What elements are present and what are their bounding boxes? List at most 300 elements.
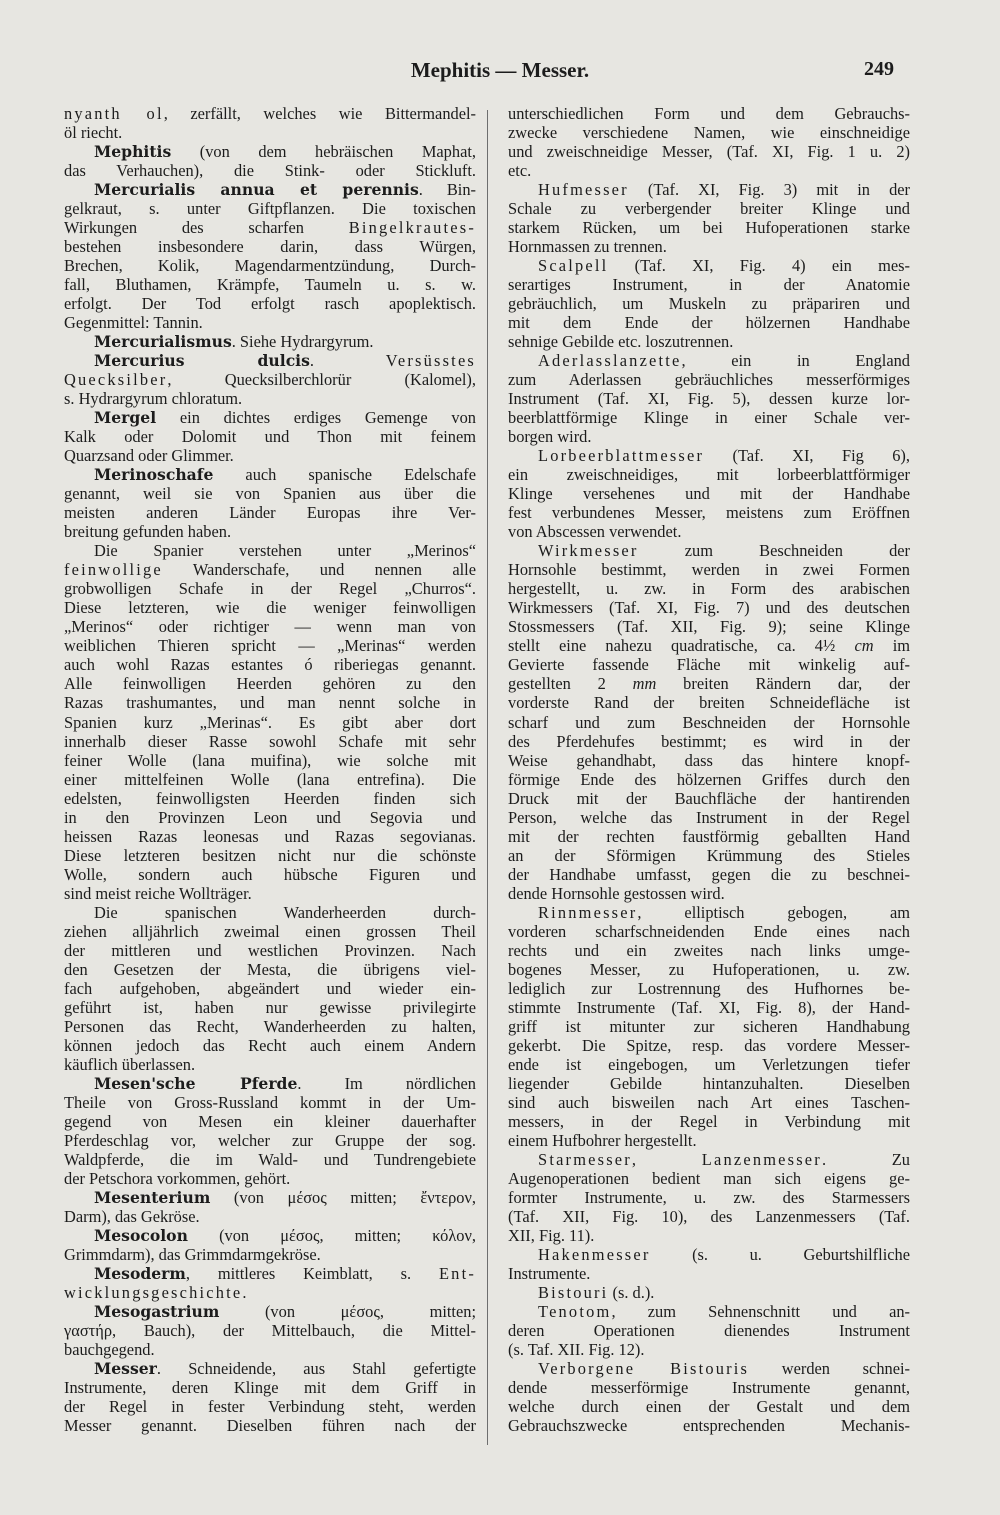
- spaced-term: Rinnmesser: [538, 902, 638, 922]
- text-line: [64, 180, 476, 199]
- text-run: , zum Sehnenschnitt und an-: [611, 1301, 910, 1321]
- spaced-term: Tenotom: [538, 1301, 612, 1321]
- text-line: [508, 484, 910, 503]
- spaced-term: Hufmesser: [538, 180, 629, 200]
- entry-headword: Mephitis: [94, 142, 172, 162]
- text-line: [508, 941, 910, 960]
- entry-headword: Mercurius dulcis: [94, 351, 310, 371]
- text-run: käuflich überlassen.: [64, 1054, 196, 1074]
- text-run: erfolgt. Der Tod erfolgt rasch apoplektisch.: [64, 294, 476, 314]
- text-line: [64, 998, 476, 1017]
- text-run: feiner Wolle (lana muifina), wie solche mit: [64, 750, 476, 770]
- entry-headword: Mesocolon: [94, 1225, 188, 1245]
- text-run: , elliptisch gebogen, am: [637, 902, 910, 922]
- text-line: [64, 142, 476, 161]
- text-line: [508, 275, 910, 294]
- spaced-term: Lanzenmesser: [701, 1149, 822, 1169]
- text-run: sehnige Gebilde etc. loszutrennen.: [508, 332, 734, 352]
- text-line: [508, 142, 910, 161]
- text-line: [64, 617, 476, 636]
- text-line: [64, 560, 476, 579]
- text-run: mit der rechten faustförmig geballten Hand: [508, 826, 910, 846]
- text-run: Person, welche das Instrument in der Regel: [508, 807, 910, 827]
- text-run: ein dichtes erdiges Gemenge von: [156, 408, 476, 428]
- text-line: [64, 1283, 476, 1302]
- spaced-term: wicklungsgeschichte: [64, 1282, 243, 1302]
- text-run: heissen Razas leonesas und Razas segovianas.: [64, 826, 476, 846]
- text-line: [508, 1416, 910, 1435]
- text-line: [64, 1036, 476, 1055]
- text-line: [64, 389, 476, 408]
- text-line: [508, 1226, 910, 1245]
- text-run: gekerbt. Die Spitze, resp. das vordere Messer-: [508, 1035, 910, 1055]
- text-line: [64, 522, 476, 541]
- text-line: [508, 503, 910, 522]
- text-run: Darm), das Gekröse.: [64, 1206, 200, 1226]
- entry-headword: Mesenterium: [94, 1187, 211, 1207]
- text-line: [508, 1321, 910, 1340]
- text-run: gestellten 2: [508, 674, 633, 694]
- text-run: können jedoch das Recht auch einem Andern: [64, 1035, 476, 1055]
- text-line: [508, 1245, 910, 1264]
- entry-headword: Mesogastrium: [94, 1301, 220, 1321]
- page-number: 249: [864, 58, 894, 80]
- text-line: [64, 1245, 476, 1264]
- text-line: [508, 922, 910, 941]
- text-run: stimmte Instrumente (Taf. XI, Fig. 8), der Hand-: [508, 997, 910, 1017]
- text-line: [508, 1055, 910, 1074]
- text-line: [64, 1359, 476, 1378]
- text-line: [64, 1017, 476, 1036]
- unit-text: cm: [854, 636, 874, 656]
- text-run: öl riecht.: [64, 123, 123, 143]
- text-line: [64, 941, 476, 960]
- spaced-term: Verborgene Bistouris: [538, 1359, 750, 1379]
- text-line: [508, 104, 910, 123]
- text-line: [508, 1074, 910, 1093]
- text-line: [64, 960, 476, 979]
- text-run: auch wohl Razas estantes ó riberiegas genannt.: [64, 655, 476, 675]
- spaced-term: Ent-: [438, 1263, 476, 1283]
- spaced-term: Aderlasslanzette: [538, 351, 682, 371]
- text-run: Schale zu verbergender breiter Klinge und: [508, 199, 910, 219]
- text-line: [508, 1264, 910, 1283]
- text-line: [64, 161, 476, 180]
- text-run: Wolle, sondern auch hübsche Figuren und: [64, 864, 476, 884]
- text-run: fest verbundenes Messer, meistens zum Eröffnen: [508, 503, 910, 523]
- text-line: [508, 1093, 910, 1112]
- text-line: [64, 674, 476, 693]
- text-line: [508, 1340, 910, 1359]
- text-run: Instrument (Taf. XI, Fig. 5), dessen kurze lor-: [508, 389, 910, 409]
- text-run: dende messerförmige Instrumente genannt,: [508, 1378, 910, 1398]
- text-line: [508, 332, 910, 351]
- text-run: stellt eine nahezu quadratische, ca. 4½: [508, 636, 855, 656]
- text-line: [508, 789, 910, 808]
- text-run: (s. d.).: [608, 1282, 655, 1302]
- text-run: an der Sförmigen Krümmung des Stieles: [508, 845, 910, 865]
- spaced-term: Quecksilber: [64, 370, 168, 390]
- text-line: [64, 1264, 476, 1283]
- text-line: [64, 598, 476, 617]
- text-run: (Taf. XI, Fig. 3) mit in der: [628, 180, 910, 200]
- text-line: [508, 256, 910, 275]
- text-run: . Schneidende, aus Stahl gefertigte: [156, 1359, 476, 1379]
- text-line: [508, 732, 910, 751]
- text-run: geführt ist, haben nur gewisse privilegirte: [64, 997, 476, 1017]
- text-run: zum Beschneiden der: [638, 541, 910, 561]
- text-run: Weise gehandhabt, dass das hintere knopf-: [508, 750, 910, 770]
- text-line: [508, 770, 910, 789]
- text-run: Wanderschafe, und nennen alle: [162, 560, 476, 580]
- text-run: meisten anderen Länder Europas ihre Ver-: [64, 503, 476, 523]
- text-line: [64, 1340, 476, 1359]
- text-line: [508, 846, 910, 865]
- text-run: Gevierte fassende Fläche mit winkelig auf-: [508, 655, 910, 675]
- text-run: des Pferdehufes bestimmt; es wird in der: [508, 731, 910, 751]
- text-line: [508, 808, 910, 827]
- text-run: scharf und zum Beschneiden der Hornsohle: [508, 712, 910, 732]
- text-run: werden schnei-: [749, 1359, 910, 1379]
- text-line: [64, 465, 476, 484]
- text-run: zwecke verschiedene Namen, wie einschneidige: [508, 123, 910, 143]
- text-run: „Merinos“ oder richtiger — wenn man von: [64, 617, 476, 637]
- text-run: (von μέσος, mitten; κόλον,: [187, 1225, 476, 1245]
- text-run: weiblichen Thieren spricht — „Merinas“ werden: [64, 636, 476, 656]
- text-run: messers, in der Regel in Verbindung mit: [508, 1111, 910, 1131]
- text-line: [64, 1378, 476, 1397]
- text-run: serartiges Instrument, in der Anatomie: [508, 275, 910, 295]
- text-line: [508, 237, 910, 256]
- column-divider: [487, 110, 488, 1445]
- text-run: (von μέσος, mitten;: [219, 1301, 476, 1321]
- text-line: [64, 579, 476, 598]
- right-column: [508, 104, 910, 1435]
- text-run: Alle feinwolligen Heerden gehören zu den: [64, 674, 476, 694]
- text-line: [64, 237, 476, 256]
- running-head: Mephitis — Messer.: [410, 58, 590, 82]
- text-line: [64, 1112, 476, 1131]
- entry-headword: Merinoschafe: [94, 465, 214, 485]
- text-run: welche durch einen der Gestalt und dem: [508, 1397, 910, 1417]
- text-run: Pferdeschlag vor, welcher zur Gruppe der sog.: [64, 1130, 476, 1150]
- text-run: Stossmessers (Taf. XII, Fig. 9); seine Klinge: [508, 617, 910, 637]
- text-run: Instrumente.: [508, 1263, 591, 1283]
- text-line: [64, 655, 476, 674]
- text-run: der Handhabe umfasst, gegen die zu beschnei-: [508, 864, 910, 884]
- text-line: [508, 408, 910, 427]
- text-line: [508, 1397, 910, 1416]
- text-line: [508, 1017, 910, 1036]
- text-run: Kalk oder Dolomit und Thon mit feinem: [64, 427, 476, 447]
- entry-headword: Mesen'sche Pferde: [94, 1073, 298, 1093]
- text-run: (s. u. Geburtshilfliche: [650, 1244, 910, 1264]
- text-run: unterschiedlichen Form und dem Gebrauchs-: [508, 104, 910, 123]
- text-line: [64, 1188, 476, 1207]
- text-line: [508, 693, 910, 712]
- text-run: vorderste Rand der breiten Schneidefläche ist: [508, 693, 910, 713]
- text-run: Wirkungen des scharfen: [64, 218, 349, 238]
- text-line: [64, 1131, 476, 1150]
- text-run: Brechen, Kolik, Magendarmentzündung, Durch-: [64, 256, 476, 276]
- text-line: [64, 218, 476, 237]
- entry-headword: Mesoderm: [94, 1263, 186, 1283]
- text-line: [64, 1093, 476, 1112]
- text-run: Razas trashumantes, und man nennt solche in: [64, 693, 476, 713]
- text-line: [64, 808, 476, 827]
- text-line: [64, 922, 476, 941]
- spaced-term: Scalpell: [538, 256, 609, 276]
- text-run: (Taf. XI, Fig 6),: [704, 446, 910, 466]
- text-line: [64, 903, 476, 922]
- text-line: [508, 674, 910, 693]
- spaced-term: Bistouri: [538, 1282, 609, 1302]
- entry-headword: Mergel: [94, 408, 157, 428]
- text-line: [64, 104, 476, 123]
- text-run: XII, Fig. 11).: [508, 1225, 595, 1245]
- text-run: edelsten, feinwolligsten Heerden finden sich: [64, 788, 476, 808]
- text-line: [508, 713, 910, 732]
- text-line: [64, 1397, 476, 1416]
- text-line: [508, 636, 910, 655]
- text-run: Theile von Gross-Russland kommt in der Um-: [64, 1092, 476, 1112]
- text-run: gegend von Mesen ein kleiner dauerhafter: [64, 1111, 476, 1131]
- text-line: [508, 465, 910, 484]
- text-run: der mittleren und westlichen Provinzen. Nach: [64, 940, 476, 960]
- text-run: , zerfällt, welches wie Bittermandel-: [163, 104, 476, 123]
- unit-text: mm: [632, 674, 657, 694]
- text-line: [64, 199, 476, 218]
- text-run: sind meist reiche Wollträger.: [64, 883, 252, 903]
- text-run: sind auch bisweilen nach Art eines Taschen-: [508, 1092, 910, 1112]
- text-line: [508, 884, 910, 903]
- text-line: [64, 693, 476, 712]
- text-run: .: [242, 1282, 247, 1302]
- text-run: auch spanische Edelschafe: [213, 465, 476, 485]
- text-run: rechts und ein zweites nach links umge-: [508, 940, 910, 960]
- text-line: [64, 751, 476, 770]
- spaced-term: Bingelkrautes-: [348, 218, 476, 238]
- text-line: [508, 751, 910, 770]
- text-line: [508, 123, 910, 142]
- text-run: Diese letzteren, wie die weniger feinwolligen: [64, 598, 476, 618]
- text-run: (von dem hebräischen Maphat,: [171, 142, 476, 162]
- text-run: (Taf. XI, Fig. 4) ein mes-: [608, 256, 910, 276]
- text-line: [64, 865, 476, 884]
- text-run: innerhalb dieser Rasse sowohl Schafe mit sehr: [64, 731, 476, 751]
- text-line: [508, 979, 910, 998]
- text-run: Gegenmittel: Tannin.: [64, 313, 203, 333]
- text-line: [64, 1416, 476, 1435]
- text-line: [508, 351, 910, 370]
- spaced-term: nyanth ol: [64, 104, 164, 123]
- text-line: [508, 579, 910, 598]
- text-line: [64, 1150, 476, 1169]
- text-run: lediglich zur Lostrennung des Hufhornes be-: [508, 978, 910, 998]
- text-run: vorderen scharfschneidenden Ende eines nach: [508, 921, 910, 941]
- text-run: einem Hufbohrer hergestellt.: [508, 1130, 697, 1150]
- text-run: förmige Ende des hölzernen Griffes durch den: [508, 769, 910, 789]
- text-line: [64, 332, 476, 351]
- text-run: mit dem Ende der hölzernen Handhabe: [508, 313, 910, 333]
- text-run: grobwolligen Schafe in der Regel „Churros“.: [64, 579, 476, 599]
- text-line: [508, 1169, 910, 1188]
- text-run: Messer genannt. Dieselben führen nach der: [64, 1416, 476, 1436]
- text-line: [64, 827, 476, 846]
- text-run: bogenes Messer, zu Hufoperationen, u. zw.: [508, 959, 910, 979]
- text-run: , ein in England: [681, 351, 910, 371]
- text-run: liegender Gebilde hintanzuhalten. Dieselben: [508, 1073, 910, 1093]
- text-run: Spanien kurz „Merinas“. Es gibt aber dort: [64, 712, 476, 732]
- text-run: ,: [631, 1149, 702, 1169]
- text-run: γαστήρ, Bauch), der Mittelbauch, die Mittel-: [64, 1321, 476, 1340]
- text-run: borgen wird.: [508, 427, 592, 447]
- text-run: . Zu: [821, 1149, 910, 1169]
- text-run: Hornsohle bestimmt, werden in zwei Formen: [508, 560, 910, 580]
- text-line: [508, 560, 910, 579]
- text-run: in den Provinzen Leon und Segovia und: [64, 807, 476, 827]
- text-run: bestehen insbesondere darin, dass Würgen,: [64, 237, 476, 257]
- text-line: [508, 218, 910, 237]
- text-run: . Bin-: [418, 180, 476, 200]
- text-run: einer mittelfeinen Wolle (lana entrefina). Die: [64, 769, 476, 789]
- text-line: [508, 960, 910, 979]
- text-run: hergestellt, u. zw. in Form des arabischen: [508, 579, 910, 599]
- text-run: . Siehe Hydrargyrum.: [231, 332, 374, 352]
- text-run: gebräuchlich, um Muskeln zu präpariren und: [508, 294, 910, 314]
- text-run: . Im nördlichen: [297, 1073, 476, 1093]
- text-run: , mittleres Keimblatt, s.: [185, 1263, 439, 1283]
- text-run: Druck mit der Bauchfläche der hantirenden: [508, 788, 910, 808]
- entry-headword: Messer: [94, 1359, 157, 1379]
- text-run: , Quecksilberchlorür (Kalomel),: [167, 370, 476, 390]
- text-line: [64, 1055, 476, 1074]
- text-run: Quarzsand oder Glimmer.: [64, 446, 234, 466]
- text-line: [64, 484, 476, 503]
- text-line: [508, 1112, 910, 1131]
- text-line: [508, 1359, 910, 1378]
- spaced-term: Lorbeerblattmesser: [538, 446, 705, 466]
- spaced-term: Hakenmesser: [538, 1244, 651, 1264]
- text-run: starkem Rücken, um bei Hufoperationen starke: [508, 218, 910, 238]
- text-run: Wirkmessers (Taf. XI, Fig. 7) und des deutschen: [508, 598, 910, 618]
- text-run: der Petschora vorkommen, gehört.: [64, 1168, 291, 1188]
- text-line: [508, 541, 910, 560]
- text-run: den Gesetzen der Mesta, die übrigens viel-: [64, 959, 476, 979]
- text-line: [64, 275, 476, 294]
- text-line: [64, 503, 476, 522]
- spaced-term: feinwollige: [64, 560, 163, 580]
- text-run: Augenoperationen bedient man sich eigens ge-: [508, 1168, 910, 1188]
- text-line: [508, 865, 910, 884]
- text-line: [64, 1302, 476, 1321]
- text-line: [64, 351, 476, 370]
- text-run: etc.: [508, 161, 532, 181]
- text-line: [64, 370, 476, 389]
- text-run: Personen das Recht, Wanderheerden zu halten,: [64, 1016, 476, 1036]
- text-run: fach aufgehoben, abgeändert und wieder ein-: [64, 978, 476, 998]
- text-run: (Taf. XII, Fig. 10), des Lanzenmessers (Taf.: [508, 1206, 910, 1226]
- text-run: ende ist eingebogen, um Verletzungen tiefer: [508, 1054, 910, 1074]
- text-line: [508, 1188, 910, 1207]
- text-line: [64, 1226, 476, 1245]
- text-run: ziehen alljährlich zweimal einen grossen Theil: [64, 921, 476, 941]
- text-line: [508, 427, 910, 446]
- text-run: fall, Bluthamen, Krämpfe, Taumeln u. s. w.: [64, 275, 476, 295]
- text-run: bauchgegend.: [64, 1340, 155, 1360]
- text-run: Klinge versehenes und mit der Handhabe: [508, 484, 910, 504]
- text-line: [508, 655, 910, 674]
- text-run: Waldpferde, die im Wald- und Tundrengebiete: [64, 1149, 476, 1169]
- entry-headword: Mercurialis annua et perennis: [94, 180, 419, 200]
- text-line: [64, 1321, 476, 1340]
- text-run: breitung gefunden haben.: [64, 522, 232, 542]
- text-line: [508, 1150, 910, 1169]
- text-line: [64, 789, 476, 808]
- text-run: formter Instrumente, u. zw. des Starmessers: [508, 1187, 910, 1207]
- spaced-term: Versüsstes: [385, 351, 476, 371]
- text-run: (von μέσος mitten; ἔντερον,: [210, 1187, 476, 1207]
- text-line: [508, 617, 910, 636]
- text-line: [64, 1074, 476, 1093]
- text-run: Instrumente, deren Klinge mit dem Griff in: [64, 1378, 476, 1398]
- text-run: beerblattförmige Klinge in einer Schale ver-: [508, 408, 910, 428]
- text-run: ein zweischneidiges, mit lorbeerblattförmiger: [508, 465, 910, 485]
- spaced-term: Starmesser: [538, 1149, 632, 1169]
- text-line: [64, 408, 476, 427]
- text-run: Die Spanier verstehen unter „Merinos“: [94, 541, 476, 561]
- text-line: [508, 389, 910, 408]
- text-line: [508, 199, 910, 218]
- text-line: [64, 979, 476, 998]
- text-run: Gebrauchszwecke entsprechenden Mechanis-: [508, 1416, 910, 1436]
- text-line: [508, 903, 910, 922]
- text-run: s. Hydrargyrum chloratum.: [64, 389, 243, 409]
- text-line: [508, 180, 910, 199]
- text-run: (s. Taf. XII. Fig. 12).: [508, 1340, 645, 1360]
- text-run: Die spanischen Wanderheerden durch-: [94, 902, 476, 922]
- text-run: und zweischneidige Messer, (Taf. XI, Fig. 1 u. 2): [508, 142, 910, 162]
- text-line: [508, 313, 910, 332]
- text-line: [64, 1207, 476, 1226]
- left-column: [64, 104, 476, 1435]
- spaced-term: Wirkmesser: [538, 541, 639, 561]
- text-run: dende Hornsohle gestossen wird.: [508, 883, 725, 903]
- text-run: breiten Rändern dar, der: [656, 674, 910, 694]
- text-line: [508, 370, 910, 389]
- text-line: [508, 1302, 910, 1321]
- text-run: Hornmassen zu trennen.: [508, 237, 667, 257]
- text-line: [64, 313, 476, 332]
- text-run: im: [873, 636, 910, 656]
- text-line: [508, 827, 910, 846]
- text-line: [64, 427, 476, 446]
- text-line: [64, 770, 476, 789]
- text-run: von Abscessen verwendet.: [508, 522, 682, 542]
- text-line: [64, 636, 476, 655]
- text-line: [508, 1283, 910, 1302]
- text-line: [508, 598, 910, 617]
- text-line: [64, 446, 476, 465]
- entry-headword: Mercurialismus: [94, 332, 232, 352]
- text-run: .: [309, 351, 386, 371]
- text-run: gelkraut, s. unter Giftpflanzen. Die toxischen: [64, 199, 476, 219]
- text-run: Diese letzteren besitzen nicht nur die schönste: [64, 845, 476, 865]
- text-line: [64, 713, 476, 732]
- text-line: [64, 884, 476, 903]
- text-run: der Regel in fester Verbindung steht, werden: [64, 1397, 476, 1417]
- text-run: griff ist mitunter zur sicheren Handhabung: [508, 1016, 910, 1036]
